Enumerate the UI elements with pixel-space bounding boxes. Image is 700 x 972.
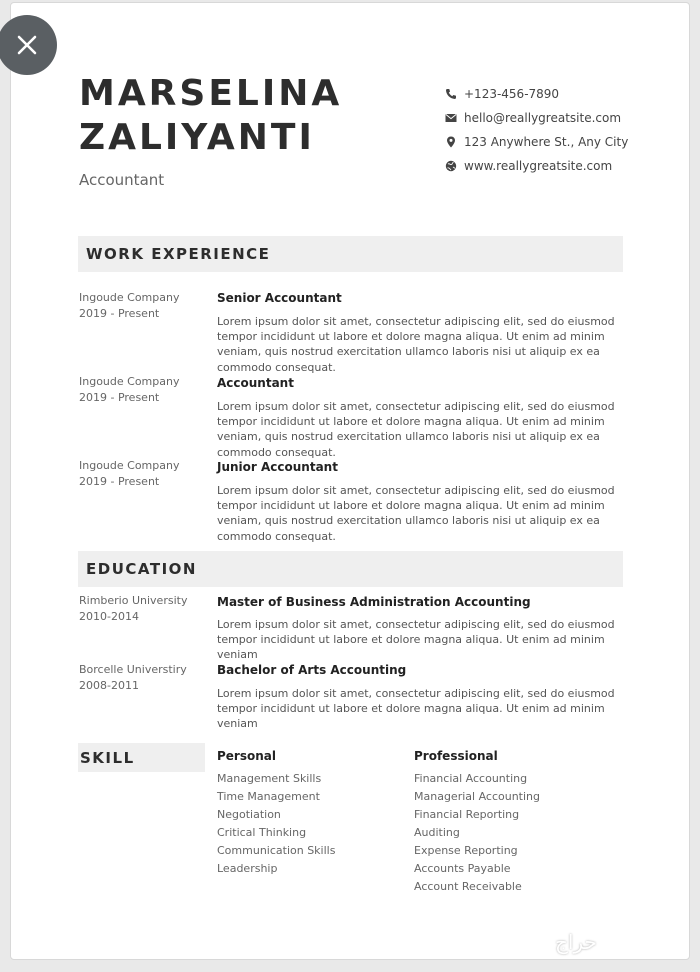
education-header: EDUCATION: [78, 551, 623, 587]
watermark-logo: حراج: [555, 930, 597, 954]
work-entry-2-meta: Ingoude Company 2019 - Present: [79, 375, 180, 404]
work-entry-2-title: Accountant: [217, 376, 294, 390]
contact-address: 123 Anywhere St., Any City: [445, 130, 628, 154]
skill-item: Account Receivable: [414, 880, 522, 893]
skill-personal-column: [217, 749, 335, 878]
job-role: Accountant: [79, 171, 165, 189]
education-entry-2-desc: Lorem ipsum dolor sit amet, consectetur adipiscing elit, sed do eiusmod tempor incididunt ut labore et dolore magna aliqua. Ut enim ad minim veniam: [217, 687, 615, 731]
skill-item: Auditing: [414, 826, 460, 839]
skill-item: Management Skills: [217, 772, 322, 785]
work-entry-3-title: Junior Accountant: [217, 460, 338, 474]
globe-icon: [445, 160, 457, 172]
skill-item: Financial Accounting: [414, 772, 528, 785]
skill-item: Leadership: [217, 862, 278, 875]
education-entry-1-title: Master of Business Administration Accounting: [217, 595, 531, 609]
location-pin-icon: [445, 136, 457, 148]
skill-item: Critical Thinking: [217, 826, 307, 839]
skill-item: Negotiation: [217, 808, 281, 821]
skill-item: Accounts Payable: [414, 862, 511, 875]
contact-phone: +123-456-7890: [445, 82, 628, 106]
work-entry-1-desc: Lorem ipsum dolor sit amet, consectetur adipiscing elit, sed do eiusmod tempor incididunt ut labore et dolore magna aliqua. Ut enim ad minim veniam, quis nostrud exercitation ullamco laboris nisi ut aliquip ex ea commodo consequat.: [217, 315, 615, 374]
education-entry-2-title: Bachelor of Arts Accounting: [217, 663, 407, 677]
education-entry-2-meta: Borcelle Universtiry 2008-2011: [79, 663, 187, 692]
phone-icon: [445, 88, 457, 100]
mail-icon: [445, 112, 457, 124]
work-entry-1-meta: Ingoude Company 2019 - Present: [79, 291, 180, 320]
work-experience-header: WORK EXPERIENCE: [78, 236, 623, 272]
skill-item: Communication Skills: [217, 844, 336, 857]
skill-professional-column: [414, 749, 540, 896]
skill-item: Financial Reporting: [414, 808, 520, 821]
skill-professional-heading: Professional: [414, 749, 498, 763]
education-entry-1-meta: Rimberio University 2010-2014: [79, 594, 188, 623]
close-icon: [16, 34, 38, 56]
skill-header: SKILL: [78, 743, 205, 772]
contact-website: www.reallygreatsite.com: [445, 154, 628, 178]
work-entry-3-desc: Lorem ipsum dolor sit amet, consectetur adipiscing elit, sed do eiusmod tempor incididunt ut labore et dolore magna aliqua. Ut enim ad minim veniam, quis nostrud exercitation ullamco laboris nisi ut aliquip ex ea commodo consequat.: [217, 484, 615, 543]
skill-item: Managerial Accounting: [414, 790, 540, 803]
full-name: MARSELINA ZALIYANTI: [79, 73, 343, 158]
skill-item: Time Management: [217, 790, 320, 803]
education-entry-1-desc: Lorem ipsum dolor sit amet, consectetur adipiscing elit, sed do eiusmod tempor incididunt ut labore et dolore magna aliqua. Ut enim ad minim veniam: [217, 618, 615, 662]
contact-email: hello@reallygreatsite.com: [445, 106, 628, 130]
work-entry-1-title: Senior Accountant: [217, 291, 342, 305]
work-entry-2-desc: Lorem ipsum dolor sit amet, consectetur adipiscing elit, sed do eiusmod tempor incididunt ut labore et dolore magna aliqua. Ut enim ad minim veniam, quis nostrud exercitation ullamco laboris nisi ut aliquip ex ea commodo consequat.: [217, 400, 615, 459]
work-entry-3-meta: Ingoude Company 2019 - Present: [79, 459, 180, 488]
skill-item: Expense Reporting: [414, 844, 518, 857]
skill-personal-heading: Personal: [217, 749, 276, 763]
contact-list: [445, 82, 628, 178]
